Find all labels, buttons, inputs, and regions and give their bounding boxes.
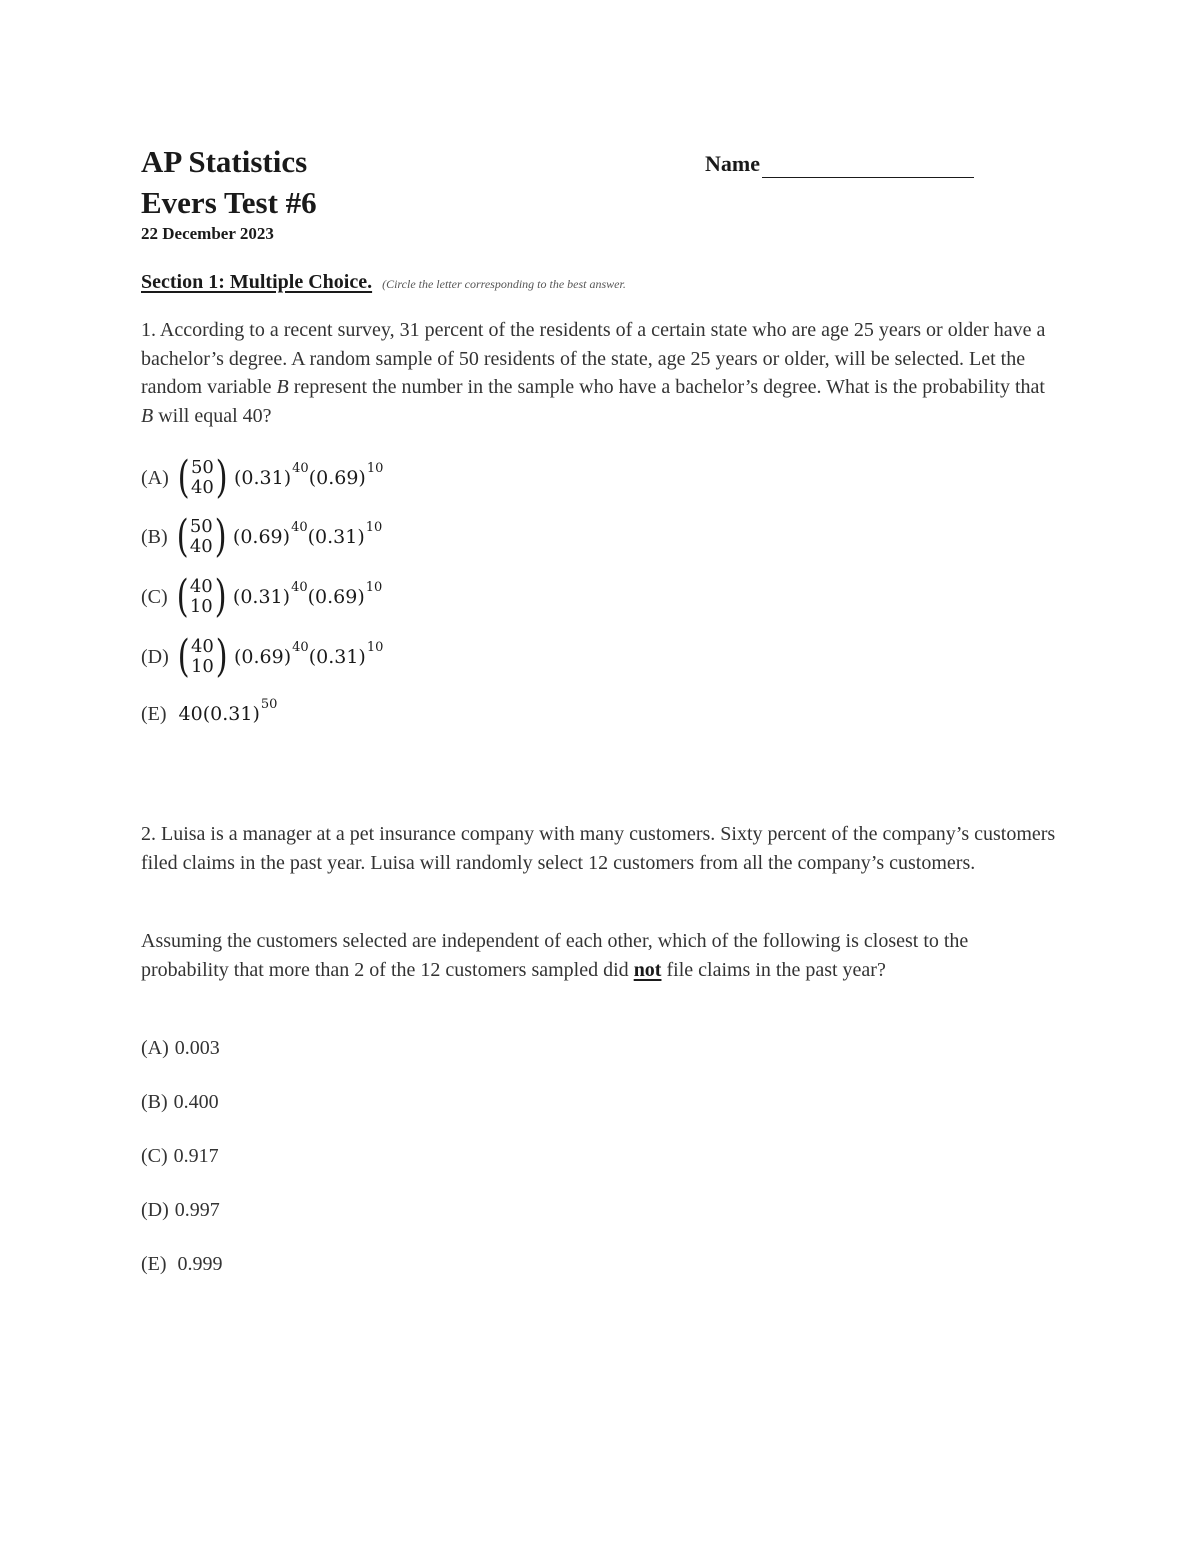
choice-letter[interactable]: (E) [141, 1253, 167, 1275]
choice-letter[interactable]: (A) [141, 1037, 169, 1059]
q1-choice-d[interactable] [141, 631, 384, 682]
name-label: Name [705, 151, 760, 176]
course-title: AP Statistics [141, 144, 308, 179]
name-blank-line[interactable] [762, 155, 974, 178]
choice-expression: ( 40 10 ) (0.69) 40 (0.31) 10 [175, 635, 384, 679]
section-heading: Section 1: Multiple Choice. [141, 271, 373, 293]
q2-choice-d[interactable] [141, 1196, 220, 1224]
q1-choice-b[interactable] [141, 511, 383, 562]
choice-letter[interactable]: (B) [141, 1091, 168, 1113]
choice-letter[interactable]: (D) [141, 646, 169, 668]
question-1-text: 1. According to a recent survey, 31 percent of the residents of a certain state who are age 25 years or older have a bachelor’s degree. A random sample of 50 residents of the state, age 25 years or older, will be selected. Let the random variable B represent the number in the sample who have a bachelor’s degree. What is the probability that B will equal 40? [141, 319, 1046, 427]
choice-value: 0.003 [174, 1037, 220, 1059]
q2-choice-b[interactable] [141, 1088, 219, 1116]
choice-letter[interactable]: (C) [141, 586, 168, 608]
binomial-coefficient: ( 40 10 ) [177, 631, 228, 682]
choice-value: 0.400 [173, 1091, 219, 1113]
q2-choice-c[interactable] [141, 1142, 219, 1170]
q2-choice-a[interactable] [141, 1034, 220, 1062]
choice-letter[interactable]: (D) [141, 1199, 169, 1221]
section-instructions: (Circle the letter corresponding to the best answer. [382, 277, 626, 291]
q2-choice-e[interactable] [141, 1250, 223, 1278]
choice-expression: ( 50 40 ) (0.31) 40 (0.69) 10 [175, 456, 384, 500]
binomial-coefficient: ( 50 40 ) [177, 452, 228, 503]
choice-value: 0.997 [174, 1199, 220, 1221]
binomial-coefficient: ( 40 10 ) [176, 571, 227, 622]
question-2-text: 2. Luisa is a manager at a pet insurance company with many customers. Sixty percent of the company’s customers filed claims in the past year. Luisa will randomly select 12 customers from all the company’s customers. [141, 823, 1056, 874]
q1-choice-a[interactable] [141, 452, 384, 503]
choice-letter[interactable]: (B) [141, 526, 168, 548]
section-header [141, 268, 626, 298]
emphasis-not: not [633, 958, 662, 981]
variable-b: B [141, 404, 154, 427]
name-field[interactable] [705, 150, 974, 178]
choice-expression: 40 (0.31) 50 [178, 697, 278, 725]
choice-expression: ( 50 40 ) (0.69) 40 (0.31) 10 [174, 515, 383, 559]
q1-choice-c[interactable] [141, 571, 383, 622]
choice-letter[interactable]: (C) [141, 1145, 168, 1167]
binomial-coefficient: ( 50 40 ) [176, 511, 227, 562]
q1-choice-e[interactable] [141, 697, 278, 728]
variable-b: B [276, 376, 289, 398]
test-title: Evers Test #6 [141, 185, 317, 220]
choice-expression: ( 40 10 ) (0.31) 40 (0.69) 10 [174, 575, 383, 619]
choice-value: 0.999 [172, 1253, 223, 1275]
choice-letter[interactable]: (E) [141, 703, 167, 725]
test-date: 22 December 2023 [141, 224, 274, 243]
choice-letter[interactable]: (A) [141, 467, 169, 489]
question-2-prompt: Assuming the customers selected are independent of each other, which of the following is closest to the probability that more than 2 of the 12 customers sampled did not file claims in the past year? [141, 930, 969, 981]
choice-value: 0.917 [173, 1145, 219, 1167]
